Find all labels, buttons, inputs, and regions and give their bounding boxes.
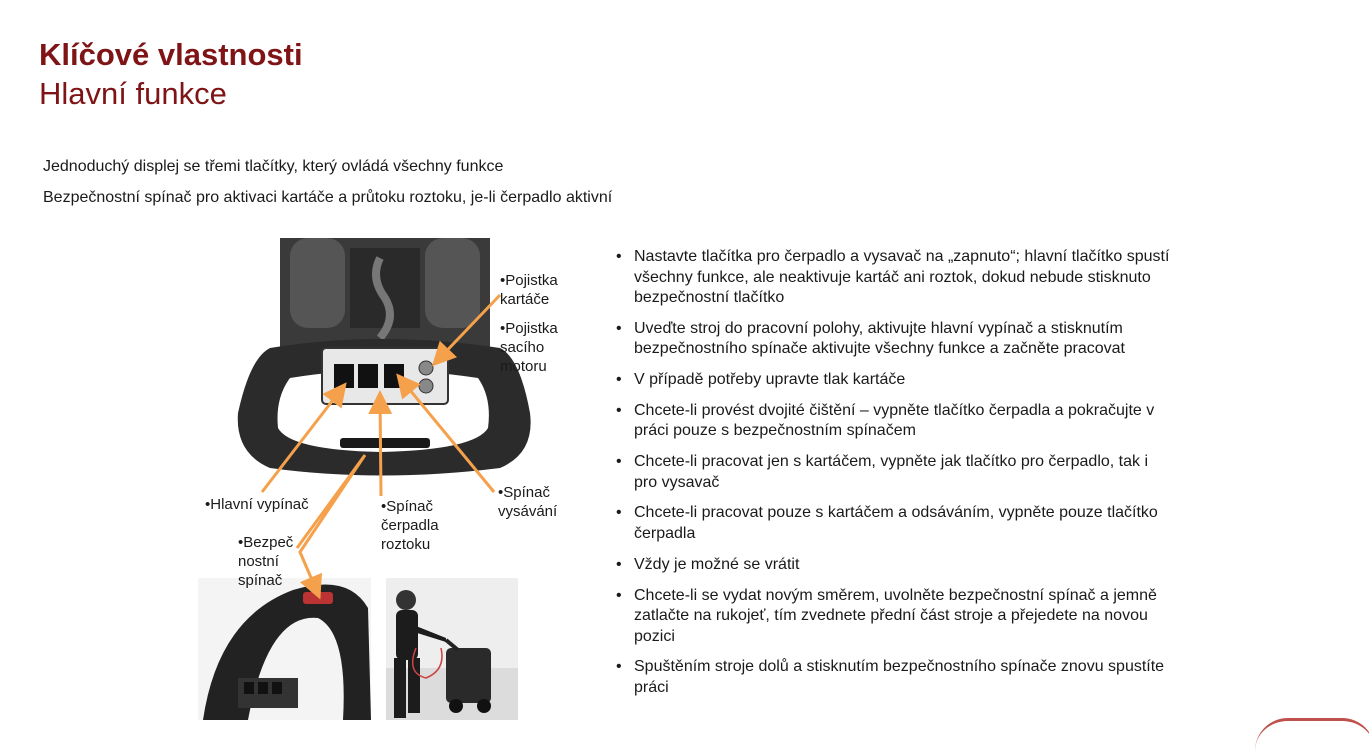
arrow-safety-switch [297,455,365,594]
label-pump-switch: •Spínač čerpadla roztoku [381,498,439,553]
label-suction-fuse: •Pojistka sacího motoru [500,320,558,375]
list-item: • Uveďte stroj do pracovní polohy, aktivujte hlavní vypínač a stisknutím bezpečnostního spínače aktivujte všechny funkce a začněte pracovat [614,319,1174,360]
arrow-brush-fuse [436,295,500,362]
list-item: • Chcete-li pracovat jen s kartáčem, vypněte jak tlačítko pro čerpadlo, tak i pro vysavač [614,452,1174,493]
intro-line-1: Jednoduchý displej se třemi tlačítky, který ovládá všechny funkce [43,158,504,175]
list-item: • Chcete-li pracovat pouze s kartáčem a odsáváním, vypněte pouze tlačítko čerpadla [614,503,1174,544]
label-vacuum-switch: •Spínač vysávání [498,484,558,520]
instructions-list [614,247,1174,709]
label-safety-switch: •Bezpeč nostní spínač [238,534,294,589]
list-item: • Nastavte tlačítka pro čerpadlo a vysavač na „zapnuto“; hlavní tlačítko spustí všechny funkce, ale neaktivuje kartáč ani roztok, dokud nebude stisknuto bezpečnostní tlačítko [614,247,1174,309]
arrow-pump-switch [380,396,381,496]
decorative-corner-arc [1255,718,1369,751]
list-item: • Spuštěním stroje dolů a stisknutím bezpečnostního spínače znovu spustíte práci [614,657,1174,698]
label-brush-fuse: •Pojistka kartáče [500,272,558,308]
list-item: • V případě potřeby upravte tlak kartáče [614,370,1174,391]
list-item: • Chcete-li provést dvojité čištění – vypněte tlačítko čerpadla a pokračujte v práci pouze s bezpečnostním spínačem [614,401,1174,442]
intro-line-2: Bezpečnostní spínač pro aktivaci kartáče a průtoku roztoku, je-li čerpadlo aktivní [43,189,613,206]
list-item: • Vždy je možné se vrátit [614,555,1174,576]
label-main-switch: •Hlavní vypínač [205,496,309,513]
page-title: Klíčové vlastnosti [39,37,303,72]
arrow-vacuum-switch [400,378,494,492]
list-item: • Chcete-li se vydat novým směrem, uvolněte bezpečnostní spínač a jemně zatlačte na rukojeť, tím zvednete přední část stroje a přejedete na novou pozici [614,586,1174,648]
arrow-main-switch [262,387,343,492]
page-subtitle: Hlavní funkce [39,76,227,111]
